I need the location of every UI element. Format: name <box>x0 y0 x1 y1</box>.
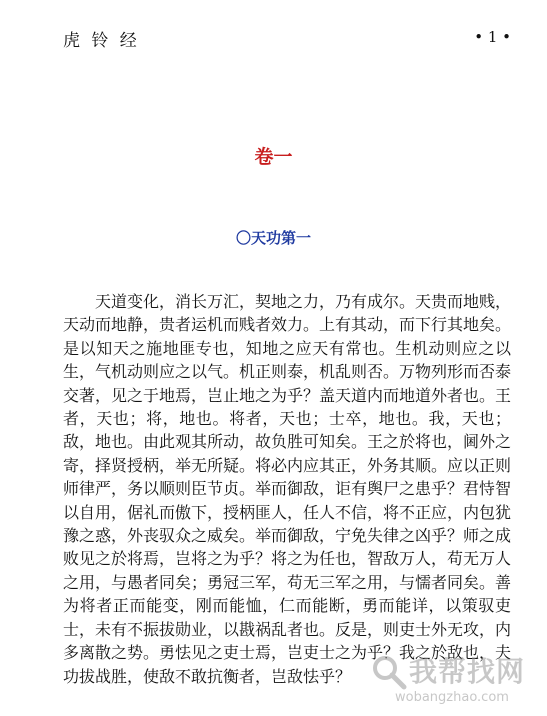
watermark-url: wobangzhao.com <box>395 690 509 705</box>
chapter-title: 〇天功第一 <box>235 229 311 247</box>
watermark-text: 我帮找网 <box>409 655 526 688</box>
volume-title: 卷一 <box>254 146 293 168</box>
search-icon <box>369 652 409 692</box>
watermark <box>369 650 539 710</box>
book-title: 虎 铃 经 <box>63 31 140 51</box>
page-number: • 1 • <box>474 28 511 46</box>
body-paragraph: 天道变化，消长万汇，契地之力，乃有成尔。天贵而地贱，天动而地静，贵者运机而贱者效力。上有其动，而下行其地矣。是以知天之施地匪专也，知地之应天有常也。生机动则应之以生，气机动则应之以气。机正则泰，机乱则否。万物列形而否泰交著，见之于地焉，岂止地之为乎？盖天道内而地道外者也。王者，天也；将，地也。将者，天也；士卒，地也。我，天也；敌，地也。由此观其所动，故负胜可知矣。王之於将也，阃外之寄，择贤授柄，举无所疑。将必内应其正，外务其顺。应以正则师律严，务以顺则臣节贞。举而御敌，讵有舆尸之患乎？君恃智以自用，倨礼而傲下，授柄匪人，任人不信，将不正应，内包犹豫之惑，外丧驭众之威矣。举而御敌，宁免失律之凶乎？师之成败见之於将焉，岂将之为乎？将之为任也，智敌万人，苟无万人之用，与愚者同矣；勇冠三军，苟无三军之用，与懦者同矣。善为将者正而能变，刚而能恤，仁而能断，勇而能详，以策驭吏士，未有不振拔勋业，以戡祸乱者也。反是，则吏士外无攻，内多离散之势。勇怯见之吏士焉，岂吏士之为乎？我之於敌也，夫功拔战胜，使敌不敢抗衡者，岂敌怯乎？ <box>63 292 512 686</box>
